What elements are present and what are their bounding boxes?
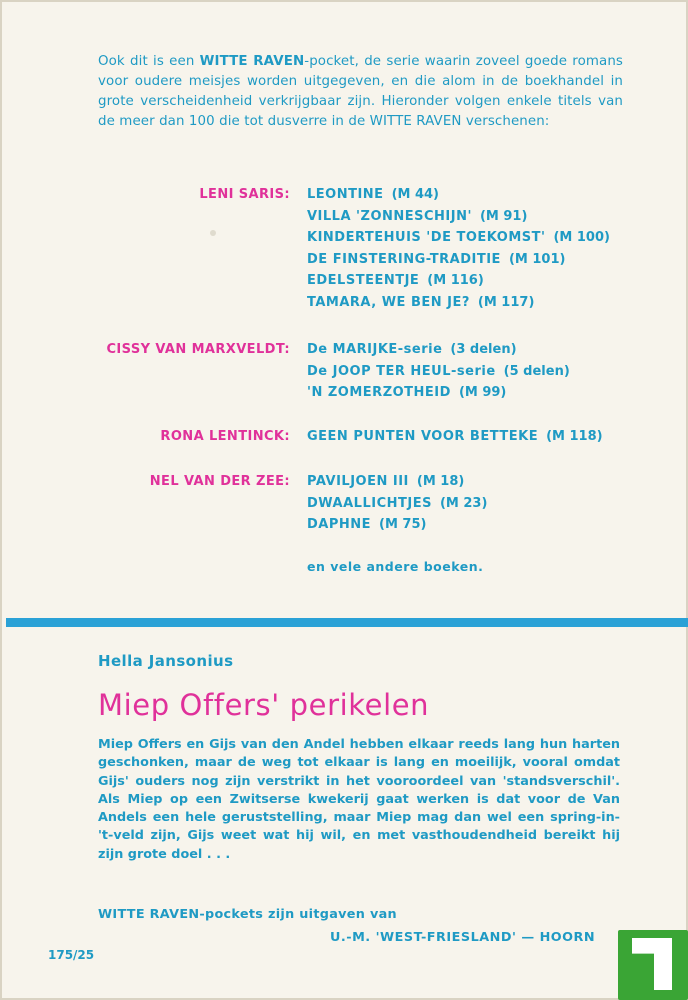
title-list (307, 426, 667, 448)
intro-paragraph (98, 52, 623, 132)
title-code: (M 91) (479, 208, 528, 224)
blue-divider (6, 618, 688, 627)
title-list (307, 471, 667, 536)
title-text: EDELSTEENTJE (307, 273, 420, 288)
title-code: (M 99) (458, 385, 507, 400)
title-entry (307, 206, 667, 228)
title-text: KINDERTEHUIS 'DE TOEKOMST' (307, 230, 546, 245)
book-title: Miep Offers' perikelen (98, 688, 430, 722)
author-name: NEL VAN DER ZEE: (149, 474, 290, 489)
catalog-number: 175/25 (48, 948, 95, 962)
title-text: De JOOP TER HEUL-serie (307, 363, 496, 379)
title-text: GEEN PUNTEN VOOR BETTEKE (307, 429, 539, 444)
title-code: (3 delen) (450, 342, 517, 357)
title-text: 'N ZOMERZOTHEID (307, 385, 451, 400)
book-blurb: Miep Offers en Gijs van den Andel hebben elkaar reeds lang hun harten geschonken, maar de weg tot elkaar is lang en moeilijk, vooral omdat Gijs' ouders nog zijn verstrikt in het vooroordeel van 'standsverschil'. Als Miep op een Zwitserse kwekerij gaat werken is dat voor de Van Andels een hele geruststelling, maar Miep mag dan wel een spring-in-'t-veld zijn, Gijs weet wat hij wil, en met vasthoudendheid bereikt hij zijn grote doel . . . (98, 737, 620, 862)
title-code: (M 100) (553, 230, 610, 245)
title-entry (307, 471, 667, 493)
title-text: LEONTINE (307, 187, 384, 202)
title-text: DWAALLICHTJES (307, 495, 432, 511)
intro-text-1: Ook dit is een (98, 54, 200, 69)
title-entry (307, 426, 667, 448)
title-text: PAVILJOEN III (307, 474, 409, 489)
title-entry (307, 514, 667, 536)
corner-stamp-logo (618, 930, 688, 1000)
title-code: (M 44) (391, 187, 439, 202)
author-name: RONA LENTINCK: (160, 429, 290, 444)
title-code: (5 delen) (503, 363, 570, 379)
title-code: (M 101) (508, 251, 566, 267)
title-code: (M 117) (477, 294, 535, 310)
title-code: (M 23) (439, 495, 488, 511)
title-text: DE FINSTERING-TRADITIE (307, 251, 501, 267)
title-text: DAPHNE (307, 517, 372, 532)
paper-mark (210, 230, 216, 236)
author-name: CISSY VAN MARXVELDT: (106, 342, 290, 357)
author-name: LENI SARIS: (199, 187, 290, 202)
title-list (307, 184, 667, 313)
title-entry (307, 339, 667, 361)
title-entry (307, 227, 667, 249)
publisher-line-1 (98, 907, 397, 922)
title-entry (307, 184, 667, 206)
title-text: De MARIJKE-serie (307, 342, 443, 357)
title-entry (307, 382, 667, 404)
stamp-shape (632, 938, 672, 990)
title-list (307, 339, 667, 404)
intro-series-name: WITTE RAVEN (199, 54, 305, 69)
title-text: VILLA 'ZONNESCHIJN' (307, 208, 472, 224)
title-text: TAMARA, WE BEN JE? (307, 294, 470, 310)
publisher-series: WITTE RAVEN (98, 907, 200, 922)
intro-text-2: -pocket, de serie waarin zoveel goede romans voor oudere meisjes worden uitgegeven, en die alom in de boekhandel in grote verscheidenheid verkrijgbaar zijn. Hieronder volgen enkele titels van de meer dan 100 die tot dusverre in de WITTE RAVEN verschenen: (98, 54, 623, 129)
title-entry (307, 493, 667, 515)
title-code: (M 118) (546, 429, 603, 444)
publisher-line-2: U.-M. 'WEST-FRIESLAND' — HOORN (330, 930, 596, 945)
title-entry (307, 249, 667, 271)
book-author: Hella Jansonius (98, 652, 234, 670)
title-entry (307, 270, 667, 292)
title-code: (M 116) (427, 273, 484, 288)
title-code: (M 18) (416, 474, 465, 489)
title-entry (307, 361, 667, 383)
title-entry (307, 292, 667, 314)
title-code: (M 75) (379, 517, 427, 532)
closing-line: en vele andere boeken. (307, 559, 484, 574)
publisher-line-1-rest: -pockets zijn uitgaven van (199, 907, 397, 922)
